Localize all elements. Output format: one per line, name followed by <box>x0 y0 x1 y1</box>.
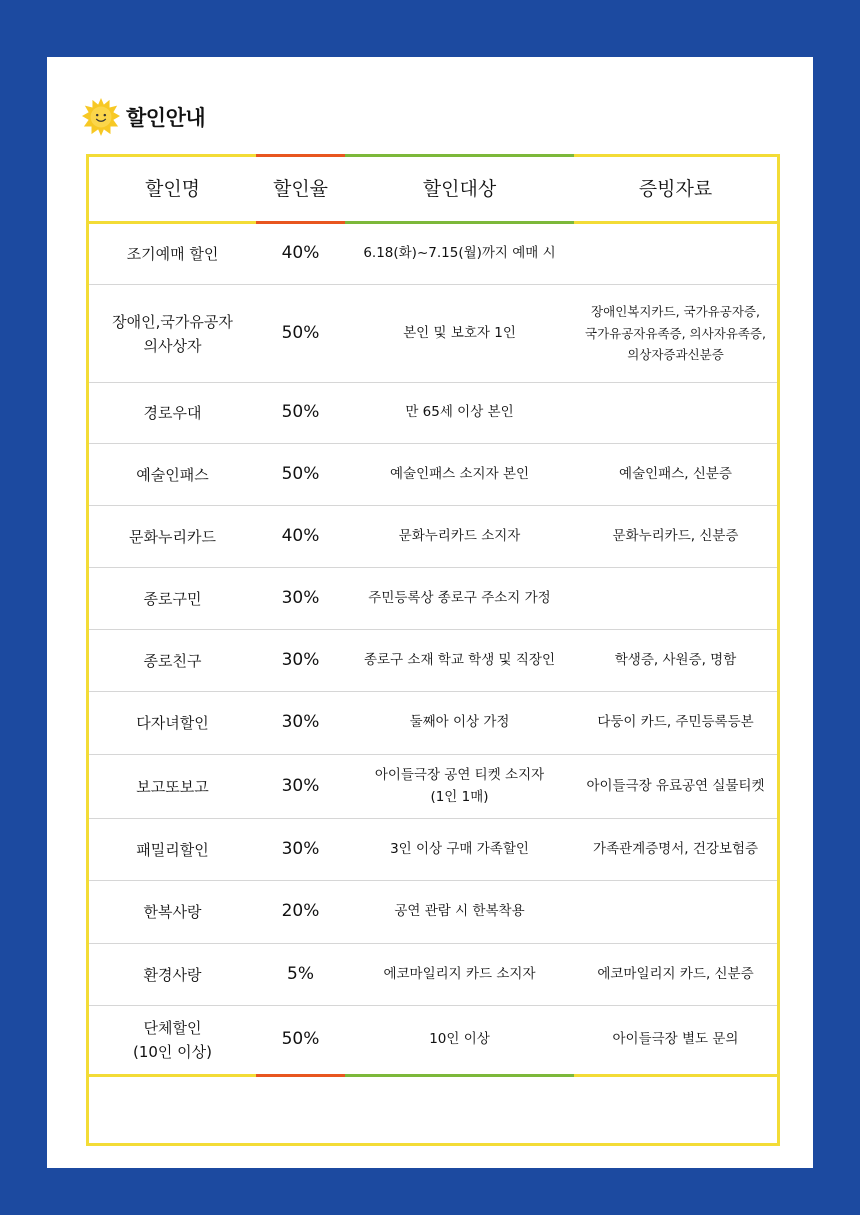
table-row <box>89 755 777 819</box>
table-row <box>89 224 777 285</box>
table-row <box>89 944 777 1006</box>
discount-rate-cell: 30% <box>281 587 320 608</box>
discount-rate-cell: 40% <box>281 243 320 264</box>
discount-target-cell: 3인 이상 구매 가족할인 <box>390 840 529 857</box>
discount-name-cell: 경로우대 <box>143 404 202 422</box>
table-row <box>89 692 777 755</box>
discount-target-cell: 주민등록상 종로구 주소지 가정 <box>368 589 551 606</box>
table-header-row <box>89 157 777 224</box>
header-accent-green-bottom <box>345 221 574 224</box>
notice-page <box>47 57 813 1168</box>
discount-target-cell: 아이들극장 공연 티켓 소지자 (1인 1매) <box>374 766 545 805</box>
discount-name-cell: 단체할인 (10인 이상) <box>132 1019 213 1061</box>
discount-rate-cell: 50% <box>281 463 320 484</box>
discount-rate-cell: 50% <box>281 322 320 343</box>
discount-rate-cell: 40% <box>281 525 320 546</box>
discount-name-cell: 환경사랑 <box>143 965 202 984</box>
discount-proof-cell: 학생증, 사원증, 명함 <box>614 651 737 668</box>
discount-proof-cell: 가족관계증명서, 건강보험증 <box>592 840 759 857</box>
discount-target-cell: 6.18(화)~7.15(월)까지 예매 시 <box>363 245 556 262</box>
discount-rate-cell: 50% <box>281 402 320 423</box>
discount-name-cell: 조기예매 할인 <box>126 245 219 263</box>
discount-rate-cell: 30% <box>281 712 320 733</box>
smiling-sun-icon <box>82 98 120 136</box>
discount-rate-cell: 5% <box>287 963 314 984</box>
discount-proof-cell: 장애인복지카드, 국가유공자증, 국가유공자유족증, 의사자유족증, 의상자증과신분증 <box>585 303 766 363</box>
discount-name-cell: 다자녀할인 <box>136 714 209 732</box>
discount-rate-cell: 20% <box>281 901 320 922</box>
discount-table-frame <box>86 154 780 1146</box>
discount-proof-cell: 예술인패스, 신분증 <box>619 465 732 482</box>
discount-name-cell: 문화누리카드 <box>129 527 216 546</box>
discount-table <box>89 157 777 1077</box>
discount-target-cell: 에코마일리지 카드 소지자 <box>383 965 536 982</box>
title-row <box>82 97 205 137</box>
discount-rate-cell: 30% <box>281 775 320 796</box>
header-accent-orange-bottom <box>256 221 345 224</box>
discount-proof-cell: 문화누리카드, 신분증 <box>612 527 739 544</box>
discount-proof-cell: 아이들극장 별도 문의 <box>612 1031 739 1048</box>
header-rate: 할인율 <box>272 177 329 200</box>
discount-name-cell: 패밀리할인 <box>136 840 209 859</box>
table-row <box>89 568 777 630</box>
discount-target-cell: 공연 관람 시 한복착용 <box>394 903 525 920</box>
footer-accent-orange <box>256 1074 345 1077</box>
discount-proof-cell: 아이들극장 유료공연 실물티켓 <box>586 777 765 794</box>
table-row <box>89 506 777 568</box>
discount-proof-cell: 에코마일리지 카드, 신분증 <box>597 965 754 982</box>
table-row <box>89 383 777 444</box>
table-row <box>89 1006 777 1077</box>
discount-target-cell: 둘째아 이상 가정 <box>409 714 510 731</box>
discount-name-cell: 보고또보고 <box>136 777 209 796</box>
discount-name-cell: 한복사랑 <box>143 903 202 921</box>
header-proof: 증빙자료 <box>638 177 713 200</box>
discount-proof-cell: 다둥이 카드, 주민등록등본 <box>597 714 754 731</box>
discount-name-cell: 예술인패스 <box>136 465 209 484</box>
discount-rate-cell: 30% <box>281 838 320 859</box>
footer-accent-green <box>345 1074 574 1077</box>
table-row <box>89 881 777 944</box>
discount-target-cell: 10인 이상 <box>429 1031 490 1048</box>
discount-name-cell: 종로친구 <box>143 651 202 670</box>
discount-target-cell: 종로구 소재 학교 학생 및 직장인 <box>364 651 555 668</box>
discount-rate-cell: 50% <box>281 1029 320 1050</box>
header-accent-orange <box>256 154 345 157</box>
table-row <box>89 630 777 692</box>
discount-name-cell: 장애인,국가유공자 의사상자 <box>112 312 233 355</box>
discount-target-cell: 예술인패스 소지자 본인 <box>390 465 529 482</box>
page-title: 할인안내 <box>126 106 206 130</box>
table-row <box>89 444 777 506</box>
header-name: 할인명 <box>144 177 201 200</box>
discount-target-cell: 만 65세 이상 본인 <box>405 404 514 421</box>
discount-target-cell: 문화누리카드 소지자 <box>398 527 521 544</box>
discount-target-cell: 본인 및 보호자 1인 <box>403 324 516 341</box>
table-row <box>89 285 777 383</box>
discount-rate-cell: 30% <box>281 649 320 670</box>
table-row <box>89 819 777 881</box>
discount-name-cell: 종로구민 <box>143 589 202 608</box>
header-target: 할인대상 <box>422 177 497 200</box>
header-accent-green <box>345 154 574 157</box>
